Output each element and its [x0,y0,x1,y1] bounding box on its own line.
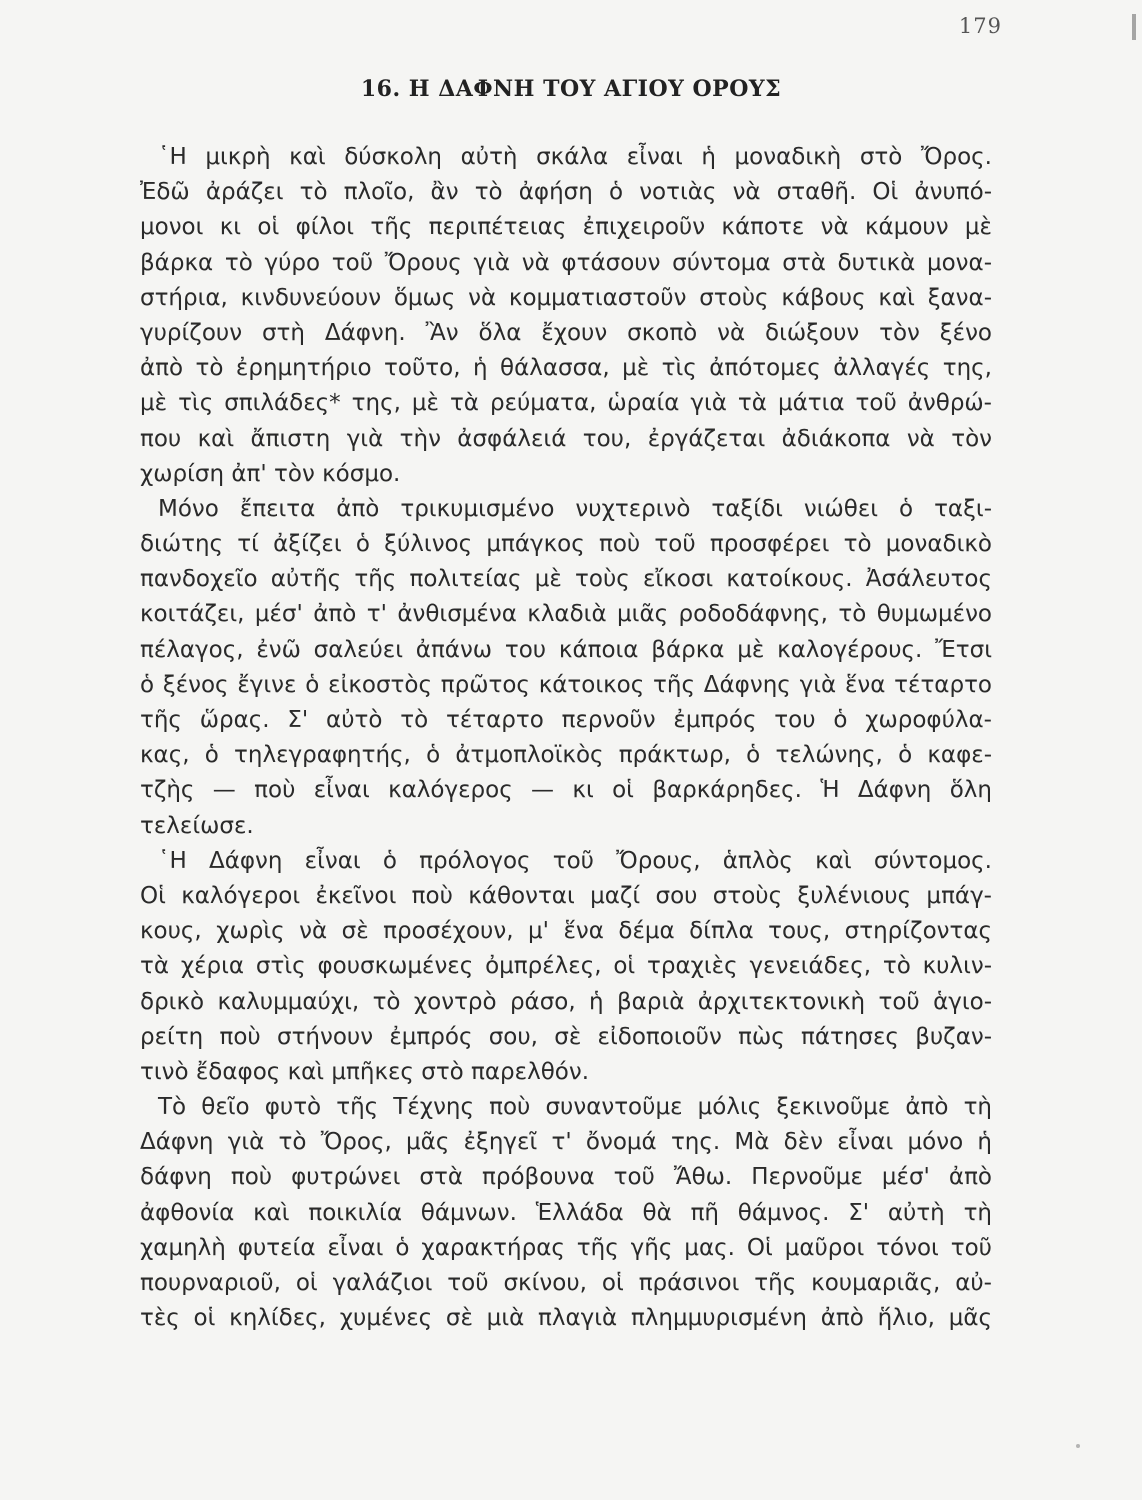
text-line: τὲς οἱ κηλίδες, χυμένες σὲ μιὰ πλαγιὰ πλημμυρισμένη ἀπὸ ἥλιο, μᾶς [140,1305,992,1332]
page-edge-mark [1132,14,1136,40]
text-line: στήρια, κινδυνεύουν ὅμως νὰ κομματιαστοῦν στοὺς κάβους καὶ ξανα- [140,284,992,311]
text-line: τῆς ὥρας. Σ' αὐτὸ τὸ τέταρτο περνοῦν ἐμπρός του ὁ χωροφύλα- [140,707,992,733]
text-line: γυρίζουν στὴ Δάφνη. Ἂν ὅλα ἔχουν σκοπὸ νὰ διώξουν τὸν ξένο [140,319,992,346]
text-line: Ἐδῶ ἀράζει τὸ πλοῖο, ἂν τὸ ἀφήση ὁ νοτιὰς νὰ σταθῆ. Οἱ ἀνυπό- [140,179,992,206]
text-line: Τὸ θεῖο φυτὸ τῆς Τέχνης ποὺ συναντοῦμε μόλις ξεκινοῦμε ἀπὸ τὴ [158,1094,992,1121]
text-line: που καὶ ἄπιστη γιὰ τὴν ἀσφάλειά του, ἐργάζεται ἀδιάκοπα νὰ τὸν [140,425,992,452]
text-line: πέλαγος, ἐνῶ σαλεύει ἀπάνω του κάποια βάρκα μὲ καλογέρους. Ἔτσι [140,636,992,663]
text-line: μὲ τὶς σπιλάδες* της, μὲ τὰ ρεύματα, ὡραία γιὰ τὰ μάτια τοῦ ἀνθρώ- [140,390,992,417]
text-line: κους, χωρὶς νὰ σὲ προσέχουν, μ' ἕνα δέμα δίπλα τους, στηρίζοντας [140,918,992,945]
text-line: Οἱ καλόγεροι ἐκεῖνοι ποὺ κάθονται μαζί σου στοὺς ξυλένιους μπάγ- [140,882,992,909]
text-line: πανδοχεῖο αὐτῆς τῆς πολιτείας μὲ τοὺς εἴκοσι κατοίκους. Ἀσάλευτος [140,566,992,593]
text-line: ῾Η μικρὴ καὶ δύσκολη αὐτὴ σκάλα εἶναι ἡ μοναδικὴ στὸ Ὄρος. [158,144,992,170]
text-line: ἀφθονία καὶ ποικιλία θάμνων. Ἑλλάδα θὰ πῆ θάμνος. Σ' αὐτὴ τὴ [140,1199,992,1226]
paper-speck [1076,1444,1080,1448]
text-line: κοιτάζει, μέσ' ἀπὸ τ' ἀνθισμένα κλαδιὰ μιᾶς ροδοδάφνης, τὸ θυμωμένο [140,601,992,628]
text-line: διώτης τί ἀξίζει ὁ ξύλινος μπάγκος ποὺ τοῦ προσφέρει τὸ μοναδικὸ [140,531,992,558]
text-line: κας, ὁ τηλεγραφητής, ὁ ἀτμοπλοϊκὸς πράκτωρ, ὁ τελώνης, ὁ καφε- [140,742,992,769]
text-line: ἀπὸ τὸ ἐρημητήριο τοῦτο, ἡ θάλασσα, μὲ τὶς ἀπότομες ἀλλαγές της, [140,355,992,382]
text-line: δρικὸ καλυμμαύχι, τὸ χοντρὸ ράσο, ἡ βαριὰ ἀρχιτεκτονικὴ τοῦ ἁγιο- [140,988,992,1015]
text-line: μονοι κι οἱ φίλοι τῆς περιπέτειας ἐπιχειροῦν κάποτε νὰ κάμουν μὲ [140,214,992,241]
text-line: βάρκα τὸ γύρο τοῦ Ὄρους γιὰ νὰ φτάσουν σύντομα στὰ δυτικὰ μονα- [140,249,992,276]
text-line: χωρίση ἀπ' τὸν κόσμο. [140,460,401,487]
text-line: ὁ ξένος ἔγινε ὁ εἰκοστὸς πρῶτος κάτοικος τῆς Δάφνης γιὰ ἕνα τέταρτο [140,671,992,698]
text-line: χαμηλὴ φυτεία εἶναι ὁ χαρακτήρας τῆς γῆς μας. Οἱ μαῦροι τόνοι τοῦ [140,1234,992,1261]
text-line: πουρναριοῦ, οἱ γαλάζιοι τοῦ σκίνου, οἱ πράσινοι τῆς κουμαριᾶς, αὐ- [140,1270,992,1296]
text-line: ῾Η Δάφνη εἶναι ὁ πρόλογος τοῦ Ὄρους, ἁπλὸς καὶ σύντομος. [158,847,992,874]
text-line: τελείωσε. [140,812,254,839]
page-number: 179 [958,14,1002,38]
text-line: ρείτη ποὺ στήνουν ἐμπρός σου, σὲ εἰδοποιοῦν πὼς πάτησες βυζαν- [140,1023,992,1050]
text-line: δάφνη ποὺ φυτρώνει στὰ πρόβουνα τοῦ Ἄθω. Περνοῦμε μέσ' ἀπὸ [140,1164,992,1191]
text-line: τζὴς — ποὺ εἶναι καλόγερος — κι οἱ βαρκάρηδες. Ἡ Δάφνη ὅλη [140,777,992,804]
text-line: Μόνο ἔπειτα ἀπὸ τρικυμισμένο νυχτερινὸ ταξίδι νιώθει ὁ ταξι- [158,495,992,522]
text-line: τὰ χέρια στὶς φουσκωμένες ὀμπρέλες, οἱ τραχιὲς γενειάδες, τὸ κυλιν- [140,953,992,980]
text-line: τινὸ ἔδαφος καὶ μπῆκες στὸ παρελθόν. [140,1058,590,1085]
body-text [140,140,992,1336]
chapter-title: 16. Η ΔΑΦΝΗ ΤΟΥ ΑΓΙΟΥ ΟΡΟΥΣ [360,76,782,102]
text-line: Δάφνη γιὰ τὸ Ὄρος, μᾶς ἐξηγεῖ τ' ὄνομά της. Μὰ δὲν εἶναι μόνο ἡ [140,1129,992,1156]
